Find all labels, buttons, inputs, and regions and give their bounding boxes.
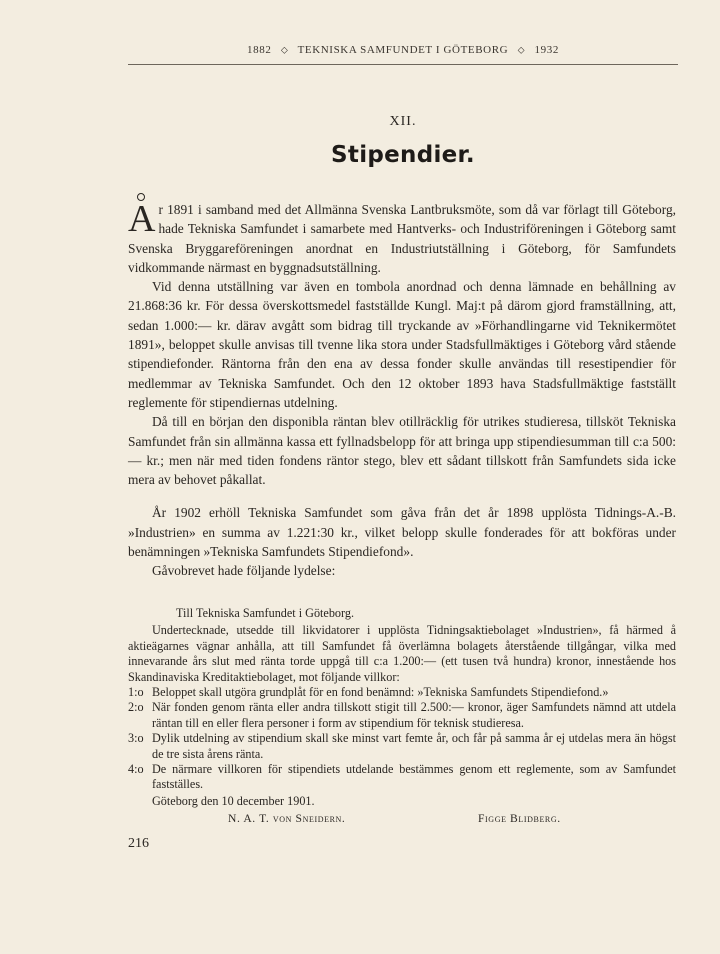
header-year-start: 1882 [247, 44, 272, 56]
header-society: TEKNISKA SAMFUNDET I GÖTEBORG [297, 44, 509, 56]
paragraph-5: Gåvobrevet hade följande lydelse: [152, 563, 336, 579]
page-number: 216 [128, 836, 149, 851]
header-separator: ⬦ [517, 45, 526, 56]
header-separator: ⬦ [280, 45, 289, 56]
list-item [128, 731, 676, 762]
section-gap [128, 489, 676, 503]
list-item-number: 2:o [128, 700, 144, 715]
list-item-text: Beloppet skall utgöra grundplåt för en fond benämnd: »Tekniska Samfundets Stipendiefond.» [152, 685, 609, 700]
list-item-number: 4:o [128, 762, 144, 777]
letter-date: Göteborg den 10 december 1901. [152, 793, 315, 808]
list-item-number: 1:o [128, 685, 144, 700]
chapter-title: Stipendier. [331, 142, 475, 168]
list-item-text: De närmare villkoren för stipendiets utdelande bestämmes genom ett reglemente, som av Samfundet fastställes. [152, 762, 676, 792]
body-text [128, 200, 676, 581]
signature-sneidern: N. A. T. von Sneidern. [228, 812, 346, 825]
list-item-text: Dylik utdelning av stipendium skall ske minst vart femte år, och får på samma år ej utdelas mera än högst de tre sista årens ränta. [152, 731, 676, 761]
list-item-number: 3:o [128, 731, 144, 746]
paragraph-1 [128, 200, 676, 277]
signature-blidberg: Figge Blidberg. [478, 812, 561, 825]
paragraph-3: Då till en början den disponibla räntan blev otillräcklig för utrikes studieresa, tillsköt Tekniska Samfundet från sin allmänna kassa ett fyllnadsbelopp för att bringa upp stipendiesumman till c:a 500:— kr.; men när med tiden fondens räntor stego, blev ett sådant tillskott från Samfundets sida icke mera av behovet påkallat. [128, 414, 676, 488]
letter-conditions [128, 685, 676, 793]
letter-address: Till Tekniska Samfundet i Göteborg. [176, 606, 355, 620]
drop-cap-letter: A [128, 198, 156, 240]
gift-letter [128, 606, 676, 809]
header-year-end: 1932 [534, 44, 559, 56]
drop-cap [128, 198, 156, 240]
list-item [128, 762, 676, 793]
list-item [128, 700, 676, 731]
chapter-number: XII. [389, 114, 417, 129]
paragraph-4: År 1902 erhöll Tekniska Samfundet som gåva från det år 1898 upplösta Tidnings-A.-B. »Industrien» en summa av 1.221:30 kr., vilket belopp skulle fonderades för att bokföras under benämningen »Tekniska Samfundets Stipendiefond». [128, 505, 676, 560]
paragraph-2: Vid denna utställning var även en tombola anordnad och denna lämnade en behållning av 21.868:36 kr. För dessa överskottsmedel fastställde Kungl. Maj:t på därom gjord framställning, att, sedan 1.000:— kr. därav avgått som bidrag till tryckande av »Förhandlingarne vid Teknikermötet 1891», beloppet skulle anvisas till tvenne lika stora under Stadsfullmäktiges i Göteborg vård stående stipendiefonder. Räntorna från den ena av dessa fonder skulle användas till resestipendier för medlemmar av Tekniska Samfundet. Och den 12 oktober 1893 hava Stadsfullmäktige fastställt reglemente för stipendiernas utdelning. [128, 279, 676, 410]
list-item [128, 685, 676, 700]
ring-accent-icon [137, 193, 145, 201]
list-item-text: När fonden genom ränta eller andra tillskott stigit till 2.500:— kronor, äger Samfundets nämnd att utdela räntan till en eller flera personer i form av stipendium för teknisk studieresa. [152, 700, 676, 730]
paragraph-1-text: r 1891 i samband med det Allmänna Svenska Lantbruksmöte, som då var förlagt till Göteborg, hade Tekniska Samfundet i samarbete med Hantverks- och Industriföreningen i Göteborg samt Svenska Bryggareföreningen anordnat en Industriutställning i Göteborg, för Samfundets vidkommande närmast en byggnadsutställning. [128, 202, 676, 275]
running-head [128, 44, 678, 56]
letter-intro: Undertecknade, utsedde till likvidatorer i upplösta Tidningsaktiebolaget »Industrien», få härmed å aktieägarnes vägnar anhålla, att till Samfundet få överlämna bolagets återstående tillgångar, vilka med innevarande års slut med ränta torde uppgå till c:a 1.200:— (ett tusen två hundra) kronor, innestående hos Skandinaviska Kreditaktiebolaget, mot följande villkor: [128, 623, 676, 684]
header-rule [128, 64, 678, 65]
